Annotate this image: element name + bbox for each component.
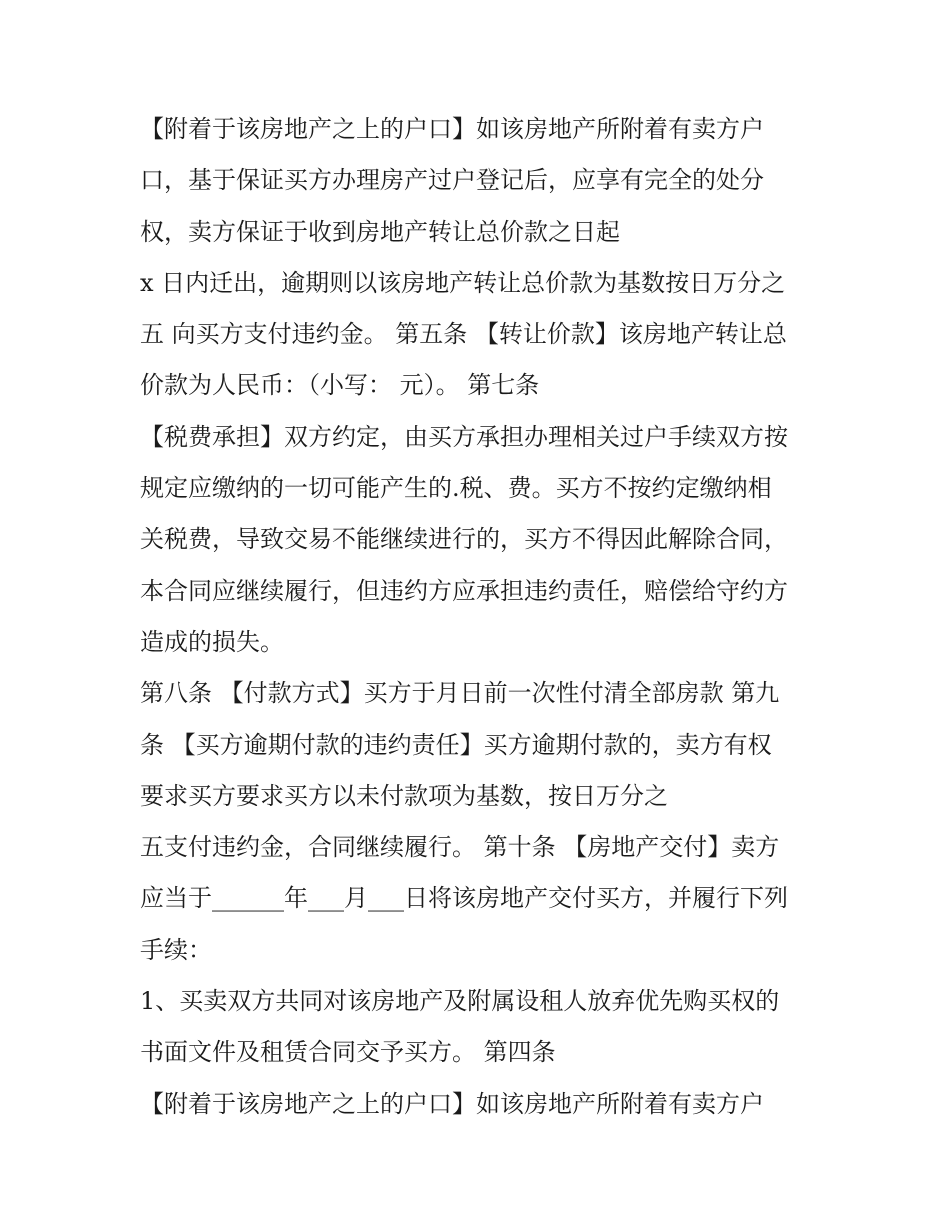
text-line: 要求买方要求买方以未付款项为基数，按日万分之: [140, 781, 668, 810]
text-line: 书面文件及租赁合同交予买方。 第四条: [140, 1038, 556, 1067]
text-line: 关税费，导致交易不能继续进行的，买方不得因此解除合同，: [140, 525, 788, 554]
text-line: 第八条 【付款方式】买方于月日前一次性付清全部房款 第九: [140, 679, 780, 708]
text-line: 价款为人民币：（小写： 元）。 第七条: [140, 371, 540, 400]
text-line: 【附着于该房地产之上的户口】如该房地产所附着有卖方户: [140, 115, 764, 143]
text-line: 本合同应继续履行，但违约方应承担违约责任，赔偿给守约方: [140, 576, 788, 605]
text-line: x 日内迁出，逾期则以该房地产转让总价款为基数按日万分之: [140, 268, 786, 297]
document-body: [140, 104, 830, 1130]
text-line: 应当于______年___月___日将该房地产交付买方，并履行下列: [140, 884, 788, 913]
text-line: 1、买卖双方共同对该房地产及附属设租人放弃优先购买权的: [140, 987, 780, 1016]
text-line: 【附着于该房地产之上的户口】如该房地产所附着有卖方户: [140, 1089, 764, 1118]
text-line: 手续：: [140, 935, 212, 964]
text-line: 规定应缴纳的一切可能产生的.税、费。买方不按约定缴纳相: [140, 474, 772, 503]
text-line: 权，卖方保证于收到房地产转让总价款之日起: [140, 217, 620, 246]
text-line: 造成的损失。: [140, 627, 284, 656]
text-line: 条 【买方逾期付款的违约责任】买方逾期付款的，卖方有权: [140, 730, 772, 759]
text-line: 五 向买方支付违约金。 第五条 【转让价款】该房地产转让总: [140, 320, 787, 349]
text-line: 五支付违约金，合同继续履行。 第十条 【房地产交付】卖方: [140, 833, 780, 862]
text-line: 口，基于保证买方办理房产过户登记后，应享有完全的处分: [140, 166, 764, 195]
text-line: 【税费承担】双方约定，由买方承担办理相关过户手续双方按: [140, 422, 788, 451]
